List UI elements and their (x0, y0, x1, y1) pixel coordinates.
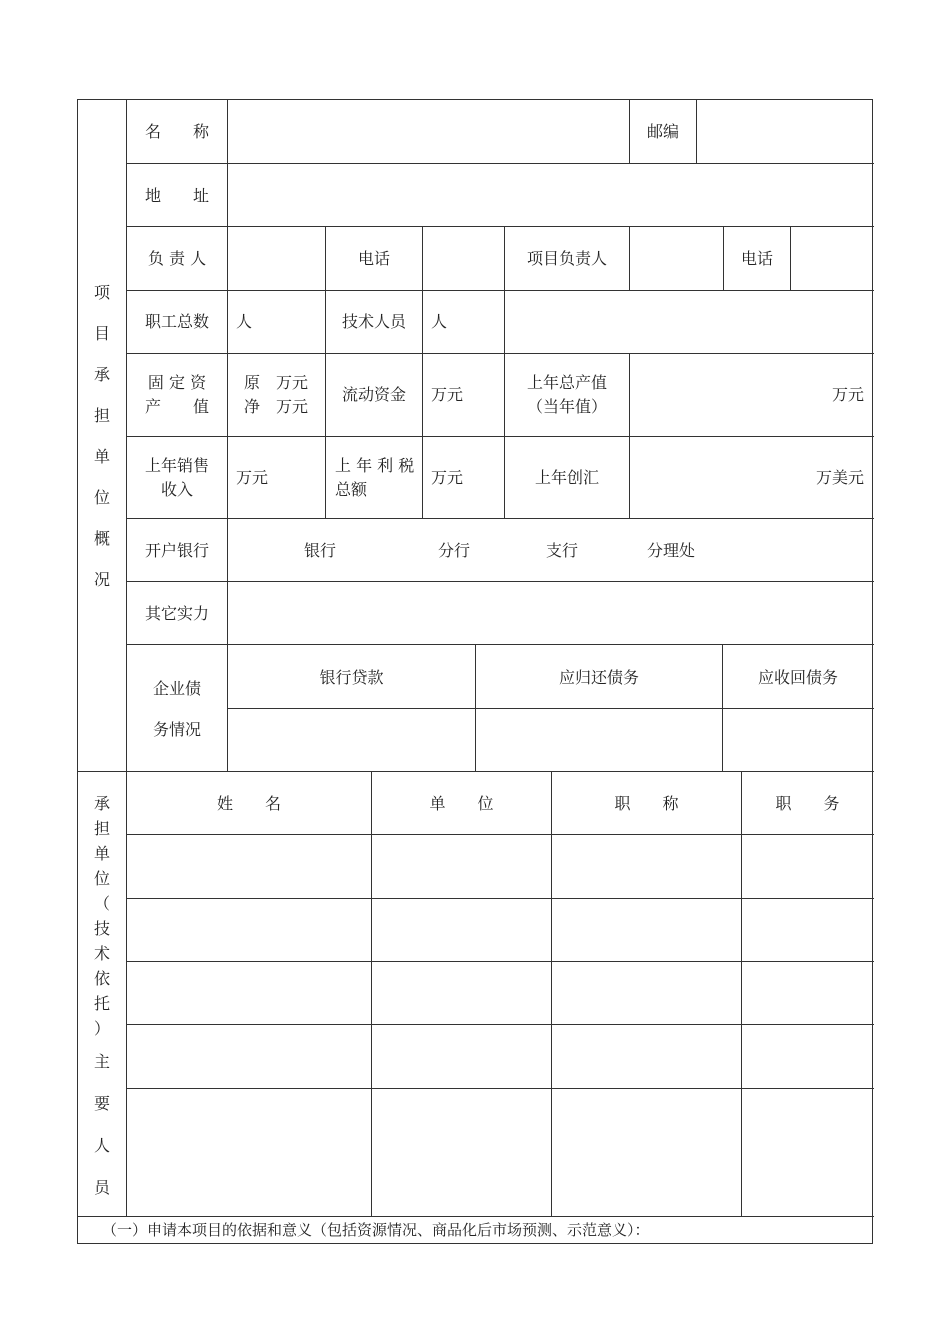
phone2-field[interactable] (791, 247, 873, 271)
tech-staff-label: 技术人员 (341, 312, 406, 331)
postcode-label: 邮编 (646, 122, 679, 141)
receivable-debt-field[interactable] (723, 728, 873, 752)
output-label-line2: （当年值） (526, 397, 607, 416)
header-name: 姓 名 (216, 794, 281, 813)
bank-loan-header: 银行贷款 (319, 668, 384, 687)
row-line (126, 961, 874, 962)
col-line (629, 353, 630, 518)
bank-label: 开户银行 (144, 541, 209, 560)
row-line (126, 834, 874, 835)
project-lead-label: 项目负责人 (526, 249, 607, 268)
profit-label-line1: 上 年 利 税 (335, 456, 415, 475)
row-line (126, 163, 874, 164)
other-strength-field[interactable] (228, 602, 873, 626)
col-line (551, 771, 552, 1216)
bank-part-bank: 银行 (304, 541, 337, 560)
header-unit: 单 位 (429, 794, 494, 813)
address-label: 地 址 (144, 186, 209, 205)
row-line (126, 518, 874, 519)
header-position: 职 务 (775, 794, 840, 813)
fixed-assets-label-line1: 固 定 资 (147, 373, 207, 392)
project-lead-field[interactable] (630, 247, 723, 271)
row-line (126, 898, 874, 899)
phone2-label: 电话 (740, 249, 773, 268)
debt-label-line1: 企业债 (152, 679, 201, 698)
debt-label-line2: 务情况 (152, 720, 201, 739)
name-label: 名 称 (144, 122, 209, 141)
postcode-field[interactable] (697, 120, 873, 144)
payable-debt-field[interactable] (476, 728, 722, 752)
working-capital-unit: 万元 (431, 385, 464, 404)
row-line (126, 581, 874, 582)
fixed-assets-label-line2: 产 值 (144, 397, 209, 416)
row-line (126, 1024, 874, 1025)
fixed-assets-original: 原 万元 (243, 373, 308, 392)
form-table (77, 99, 873, 1244)
output-label-line1: 上年总产值 (526, 373, 607, 392)
fixed-assets-net: 净 万元 (243, 397, 308, 416)
profit-label-line2: 总额 (335, 480, 368, 499)
row-line (227, 708, 874, 709)
sales-label-line1: 上年销售 (144, 456, 209, 475)
other-strength-label: 其它实力 (144, 604, 209, 623)
working-capital-label: 流动资金 (341, 385, 406, 404)
phone-label: 电话 (357, 249, 390, 268)
bank-part-office: 分理处 (647, 541, 696, 560)
col-line (741, 771, 742, 1216)
row-line (126, 1088, 874, 1089)
responsible-field[interactable] (228, 247, 325, 271)
bank-loan-field[interactable] (228, 728, 475, 752)
address-field[interactable] (228, 184, 873, 208)
section3-heading: （一）申请本项目的依据和意义（包括资源情况、商品化后市场预测、示范意义）： (102, 1221, 650, 1239)
phone-field[interactable] (423, 247, 504, 271)
payable-debt-header: 应归还债务 (558, 668, 639, 687)
name-field[interactable] (228, 120, 629, 144)
profit-unit: 万元 (431, 468, 464, 487)
tech-staff-unit: 人 (431, 312, 448, 331)
row-line (126, 226, 874, 227)
receivable-debt-header: 应收回债务 (757, 668, 838, 687)
row-line (126, 644, 874, 645)
header-title: 职 称 (614, 794, 679, 813)
bank-part-subbranch: 支行 (546, 541, 579, 560)
col-line (371, 771, 372, 1216)
row-line (126, 353, 874, 354)
section-label-unit-overview: 项 目 承 担 单 位 概 况 (93, 283, 110, 589)
section-divider (78, 771, 874, 772)
bank-part-branch: 分行 (438, 541, 471, 560)
section-label-key-personnel: 承 担 单 位 （ 技 术 依 托 ） 主 要 人 员 (93, 794, 110, 1197)
sales-unit: 万元 (236, 468, 269, 487)
responsible-label: 负 责 人 (147, 249, 207, 268)
output-unit: 万元 (831, 385, 864, 404)
forex-unit: 万美元 (815, 468, 864, 487)
row-line (126, 436, 874, 437)
row-line (126, 290, 874, 291)
staff-total-unit: 人 (236, 312, 253, 331)
sales-label-line2: 收入 (160, 480, 193, 499)
staff-total-label: 职工总数 (144, 312, 209, 331)
forex-label: 上年创汇 (534, 468, 599, 487)
